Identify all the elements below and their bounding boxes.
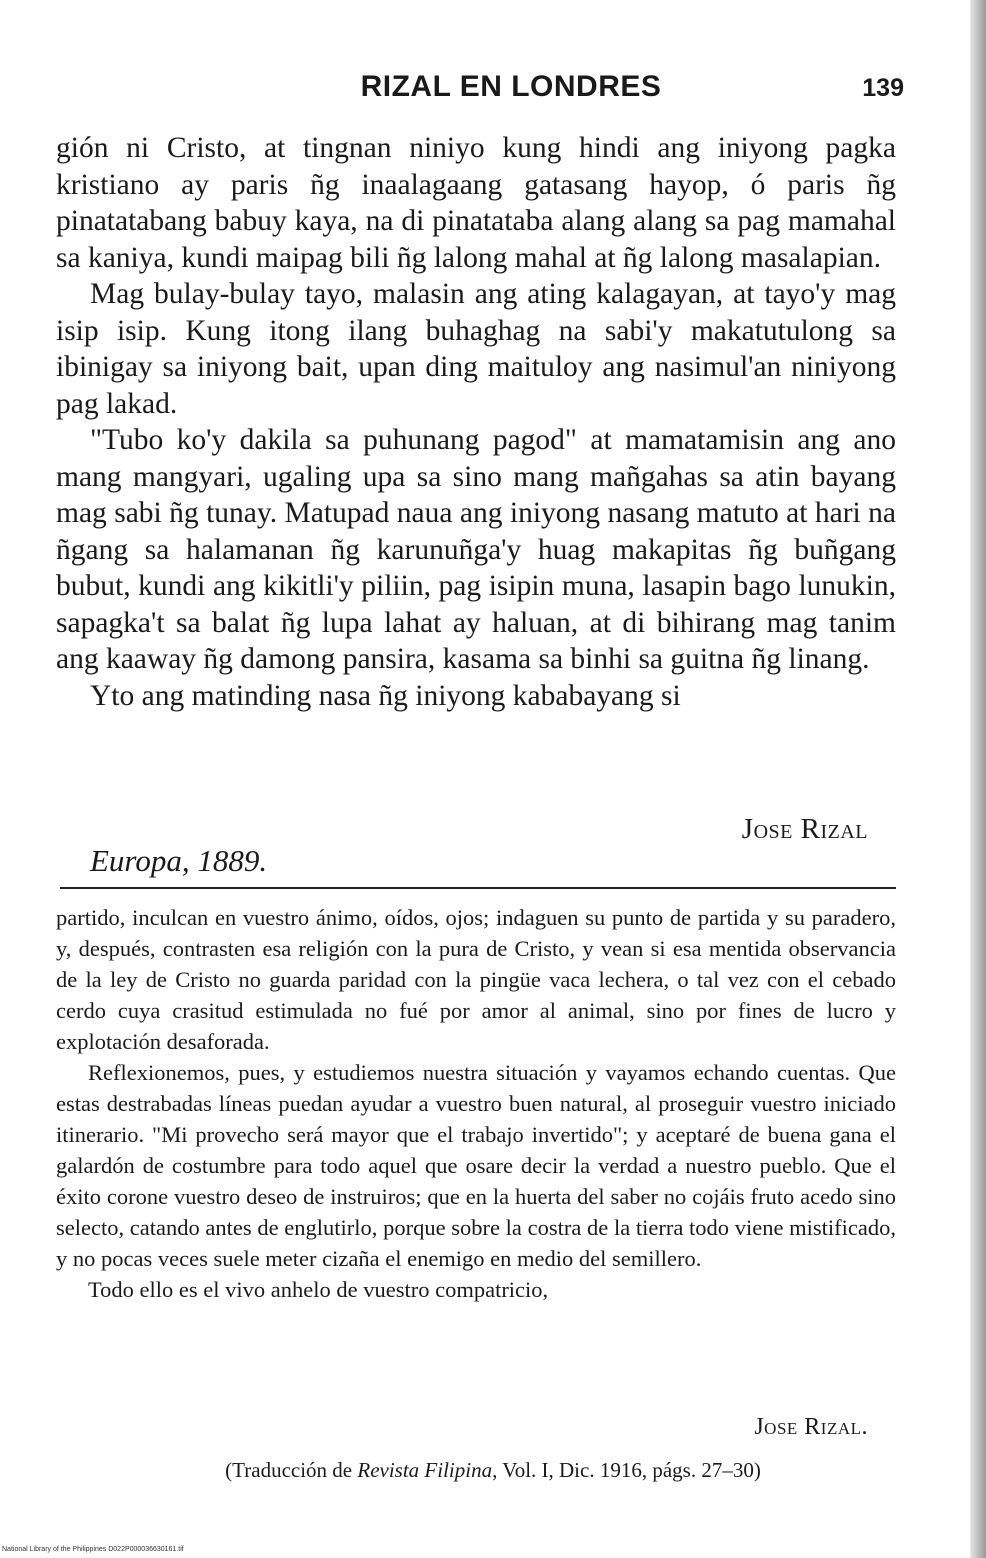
- tagalog-text: [56, 130, 896, 714]
- spanish-paragraph: Reflexionemos, pues, y estudiemos nuestra situación y vayamos echando cuentas. Que estas destrabadas líneas puedan ayudar a vuestro buen natural, al proseguir vuestro iniciado itinerario. "Mi provecho será mayor que el trabajo invertido"; y aceptaré de buena gana el galardón de costumbre para todo aquel que osare decir la verdad a nuestro pueblo. Que el éxito corone vuestro deseo de instruiros; que en la huerta del saber no cojáis fruto acedo sino selecto, catando antes de englutirlo, porque sobre la costra de la tierra todo viene mistificado, y no pocas veces suele meter cizaña el enemigo en medio del semillero.: [56, 1060, 896, 1271]
- spanish-signature: Jose Rizal.: [754, 1414, 868, 1440]
- tagalog-signoff: [56, 805, 896, 885]
- citation-journal: Revista Filipina: [357, 1458, 493, 1482]
- spanish-paragraph: Todo ello es el vivo anhelo de vuestro compatricio,: [88, 1277, 549, 1302]
- citation-prefix: (Traducción de: [225, 1458, 358, 1482]
- tagalog-paragraph: gión ni Cristo, at tingnan niniyo kung hindi ang iniyong pagka kristiano ay paris ñg inaalagaang gatasang hayop, ó paris ñg pinatatabang babuy kaya, na di pinatataba alang alang sa pag mamahal sa kaniya, kundi maipag bili ñg lalong mahal at ñg lalong masalapian.: [56, 132, 896, 274]
- place-date: Europa, 1889.: [90, 843, 268, 878]
- spanish-translation: [56, 902, 896, 1305]
- tagalog-paragraph: "Tubo ko'y dakila sa puhunang pagod" at mamatamisin ang ano mang mangyari, ugaling upa sa sino mang mañgahas sa atin bayang mag sabi ñg tunay. Matupad naua ang iniyong nasang matuto at hari na ñgang sa halamanan ñg karunuñga'y huag makapitas ñg buñgang bubut, kundi ang kikitli'y piliin, pag isipin muna, lasapin bago lunukin, sapagka't sa balat ñg lupa lahat ay haluan, at di bihirang mag tanim ang kaaway ñg damong pansira, kasama sa binhi sa guitna ñg linang.: [56, 424, 896, 675]
- tagalog-paragraph: Yto ang matinding nasa ñg iniyong kababayang si: [90, 679, 681, 712]
- scan-edge-shadow: [970, 0, 986, 1558]
- tagalog-paragraph: Mag bulay-bulay tayo, malasin ang ating kalagayan, at tayo'y mag isip isip. Kung itong ilang buhaghag na sabi'y makatutulong sa ibinigay sa iniyong bait, upan ding maituloy ang nasimul'an niniyong pag lakad.: [56, 278, 896, 420]
- archive-footer: National Library of the Philippines D022P000036630161.tif: [2, 1546, 184, 1553]
- section-divider: [60, 887, 896, 889]
- source-citation: [0, 1458, 986, 1483]
- page-number: 139: [862, 74, 904, 102]
- spanish-paragraph: partido, inculcan en vuestro ánimo, oídos, ojos; indaguen su punto de partida y su paradero, y, después, contrasten esa religión con la pura de Cristo, y vean si esa mentida observancia de la ley de Cristo no guarda paridad con la pingüe vaca lechera, o tal vez con el cebado cerdo cuya crasitud estimulada no fué por amor al animal, sino por fines de lucro y explotación desaforada.: [56, 905, 896, 1054]
- tagalog-signature: Jose Rizal: [741, 813, 868, 845]
- running-header: [56, 70, 966, 110]
- citation-suffix: , Vol. I, Dic. 1916, págs. 27–30): [492, 1458, 761, 1482]
- running-title: RIZAL EN LONDRES: [360, 70, 662, 103]
